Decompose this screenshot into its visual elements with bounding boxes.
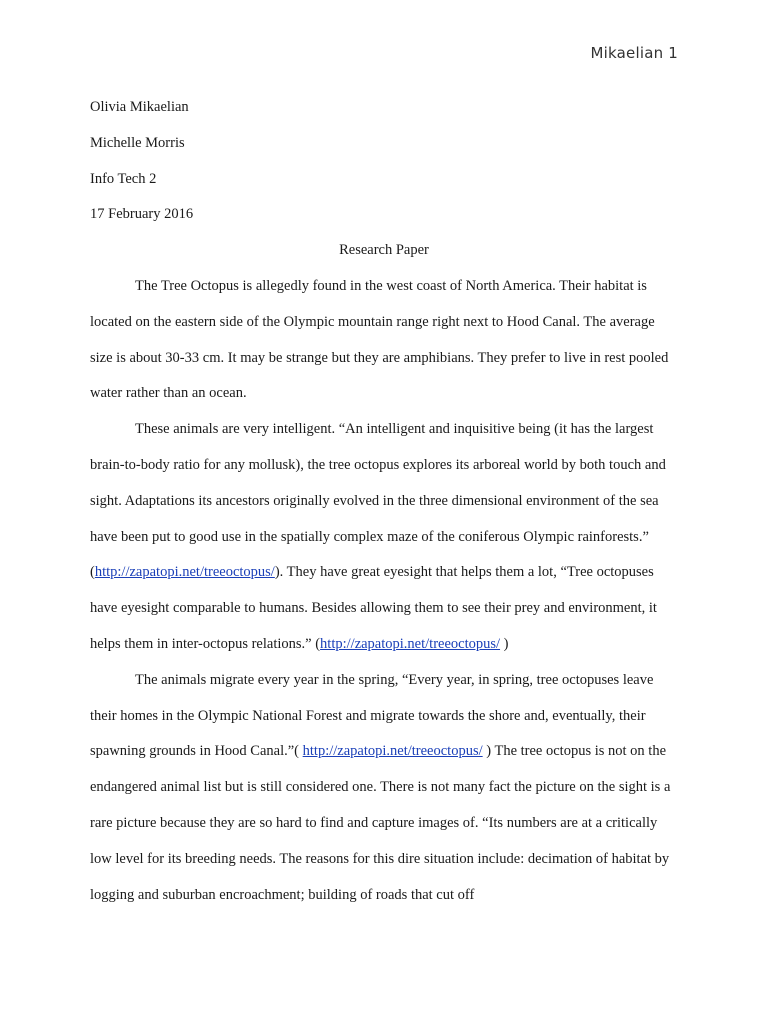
document-body	[90, 90, 678, 913]
source-link[interactable]: http://zapatopi.net/treeoctopus/	[94, 564, 275, 581]
paper-title: Research Paper	[339, 242, 429, 259]
paragraph-3	[90, 663, 678, 914]
source-link[interactable]: http://zapatopi.net/treeoctopus/	[320, 635, 501, 652]
paragraph-3-text-a: The animals migrate every year in the spring, “Every year, in spring, tree octopuses leave their homes in the Olympic National Forest and migrate towards the shore and, eventually, their spawning grounds in Hood Canal.”(	[90, 671, 654, 760]
running-head: Mikaelian 1	[590, 44, 678, 62]
paragraph-2-text-a: These animals are very intelligent. “An intelligent and inquisitive being (it has the largest brain-to-body ratio for any mollusk), the tree octopus explores its arboreal world by both touch and sight. Adaptations its ancestors originally evolved in the three dimensional environment of the sea have been put to good use in the spatially complex maze of the coniferous Olympic rainforests.” (	[90, 421, 666, 581]
course-name: Info Tech 2	[90, 170, 157, 187]
paragraph-3-text-b: ) The tree octopus is not on the endangered animal list but is still considered one. There is not many fact the picture on the sight is a rare picture because they are so hard to find and capture images of. “Its numbers are at a critically low level for its breeding needs. The reasons for this dire situation include: decimation of habitat by logging and suburban encroachment; building of roads that cut off	[90, 743, 671, 903]
paragraph-2-text-b: ). They have great eyesight that helps them a lot, “Tree octopuses have eyesight comparable to humans. Besides allowing them to see their prey and environment, it helps them in inter-octopus relations.” (	[90, 564, 657, 652]
paragraph-2-text-c: )	[500, 635, 509, 652]
instructor-name: Michelle Morris	[90, 134, 185, 151]
date-line: 17 February 2016	[90, 206, 194, 223]
source-link[interactable]: http://zapatopi.net/treeoctopus/	[302, 743, 483, 760]
paragraph-1	[90, 269, 678, 412]
paragraph-2	[90, 412, 678, 663]
paragraph-1-text: The Tree Octopus is allegedly found in the west coast of North America. Their habitat is located on the eastern side of the Olympic mountain range right next to Hood Canal. The average size is about 30-33 cm. It may be strange but they are amphibians. They prefer to live in rest pooled water rather than an ocean.	[90, 277, 669, 402]
author-name: Olivia Mikaelian	[90, 99, 189, 115]
